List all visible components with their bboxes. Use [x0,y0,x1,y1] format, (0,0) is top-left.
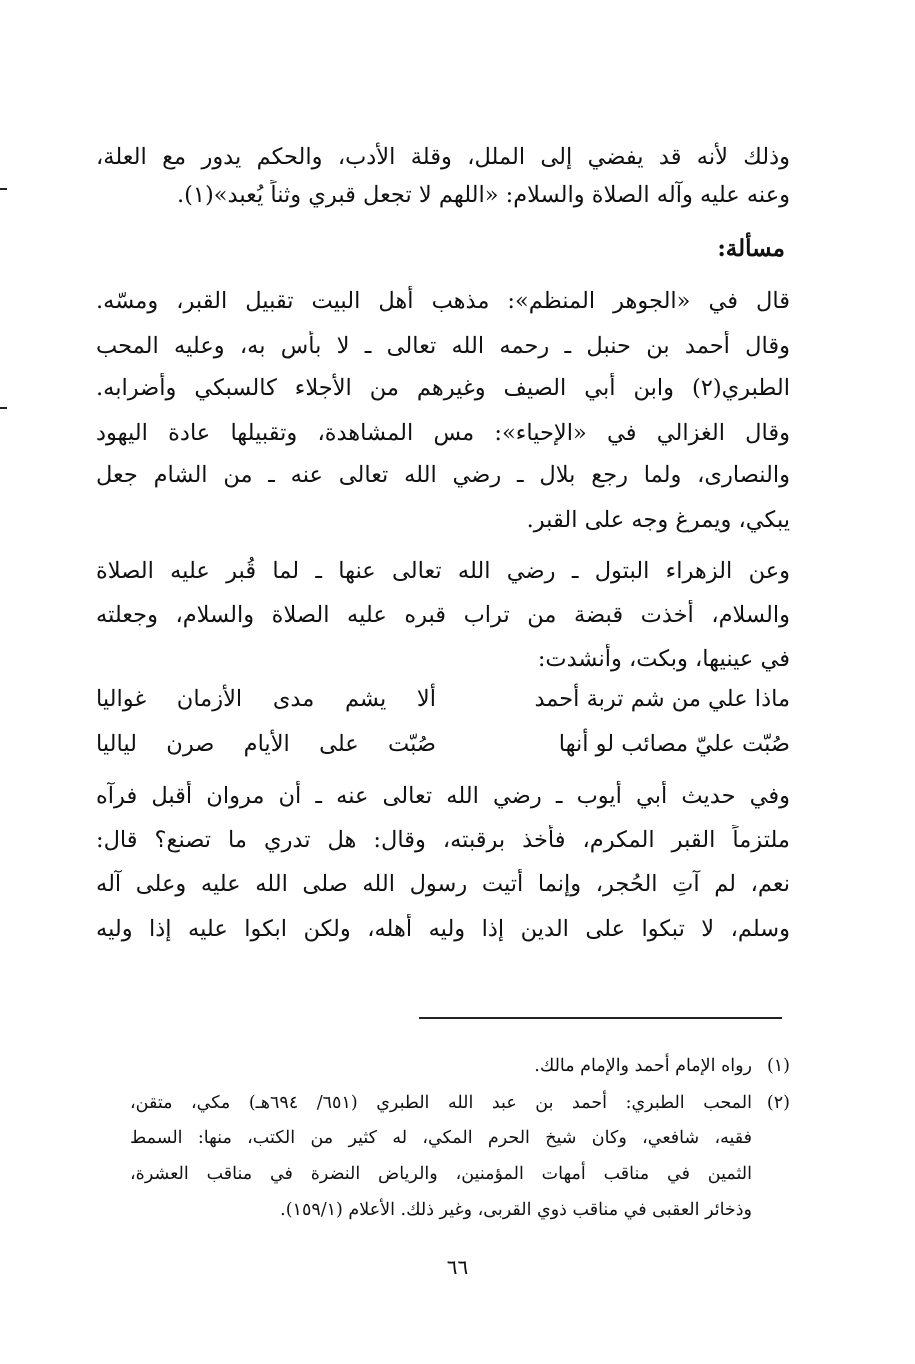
scan-edge-mark [0,407,7,409]
body-line: وسلم، لا تبكوا على الدين إذا وليه أهله، ولكن ابكوا عليه إذا وليه [96,916,790,942]
footnote-separator [419,1017,782,1019]
body-line: والنصارى، ولما رجع بلال ـ رضي الله تعالى عنه ـ من الشام جعل [96,462,790,488]
footnote-text-line: فقيه، شافعي، وكان شيخ الحرم المكي، له كثير من الكتب، منها: السمط [130,1128,752,1148]
section-heading: مسألة: [717,235,785,262]
footnote-2 [130,1089,790,1117]
body-line: نعم، لم آتِ الحُجر، وإنما أتيت رسول الله صلى الله عليه وعلى آله [96,871,790,897]
body-line: وذلك لأنه قد يفضي إلى الملل، وقلة الأدب، والحكم يدور مع العلة، [96,144,790,170]
body-line: وعنه عليه وآله الصلاة والسلام: «اللهم لا تجعل قبري وثناً يُعبد»(١). [176,182,790,208]
footnote-1 [130,1052,790,1080]
footnote-text: المحب الطبري: أحمد بن عبد الله الطبري (٦٥١/ ٦٩٤هـ) مكي، متقن، [130,1093,752,1113]
verse-hemistich-left: صُبّت على الأيام صرن لياليا [96,731,436,757]
body-line: وعن الزهراء البتول ـ رضي الله تعالى عنها ـ لما قُبر عليه الصلاة [96,558,790,584]
footnote-number: (١) [766,1056,790,1076]
verse-hemistich-left: ألا يشم مدى الأزمان غواليا [96,686,436,712]
body-line: وقال الغزالي في «الإحياء»: مس المشاهدة، وتقبيلها عادة اليهود [96,420,790,446]
footnote-text: رواه الإمام أحمد والإمام مالك. [534,1056,752,1076]
footnote-number: (٢) [766,1093,790,1113]
body-line: يبكي، ويمرغ وجه على القبر. [526,507,790,533]
scan-edge-mark [0,188,7,190]
body-line: ملتزماً القبر المكرم، فأخذ برقبته، وقال: هل تدري ما تصنع؟ قال: [96,827,790,853]
footnote-text-line: الثمين في مناقب أمهات المؤمنين، والرياض النضرة في مناقب العشرة، [130,1164,752,1184]
verse-hemistich-right: صُبّت عليّ مصائب لو أنها [558,731,790,757]
body-line: وقال أحمد بن حنبل ـ رحمه الله تعالى ـ لا بأس به، وعليه المحب [96,333,790,359]
verse-hemistich-right: ماذا علي من شم تربة أحمد [534,686,790,712]
body-line: والسلام، أخذت قبضة من تراب قبره عليه الصلاة والسلام، وجعلته [96,602,790,628]
footnote-text-line: وذخائر العقبى في مناقب ذوي القربى، وغير ذلك. الأعلام (١٥٩/١). [280,1200,752,1220]
page-number: ٦٦ [446,1255,469,1279]
body-line: الطبري(٢) وابن أبي الصيف وغيرهم من الأجلاء كالسبكي وأضرابه. [96,375,790,401]
body-line: قال في «الجوهر المنظم»: مذهب أهل البيت تقبيل القبر، ومسّه. [96,288,790,314]
body-line: في عينيها، وبكت، وأنشدت: [537,646,790,672]
body-line: وفي حديث أبي أيوب ـ رضي الله تعالى عنه ـ أن مروان أقبل فرآه [96,783,790,809]
